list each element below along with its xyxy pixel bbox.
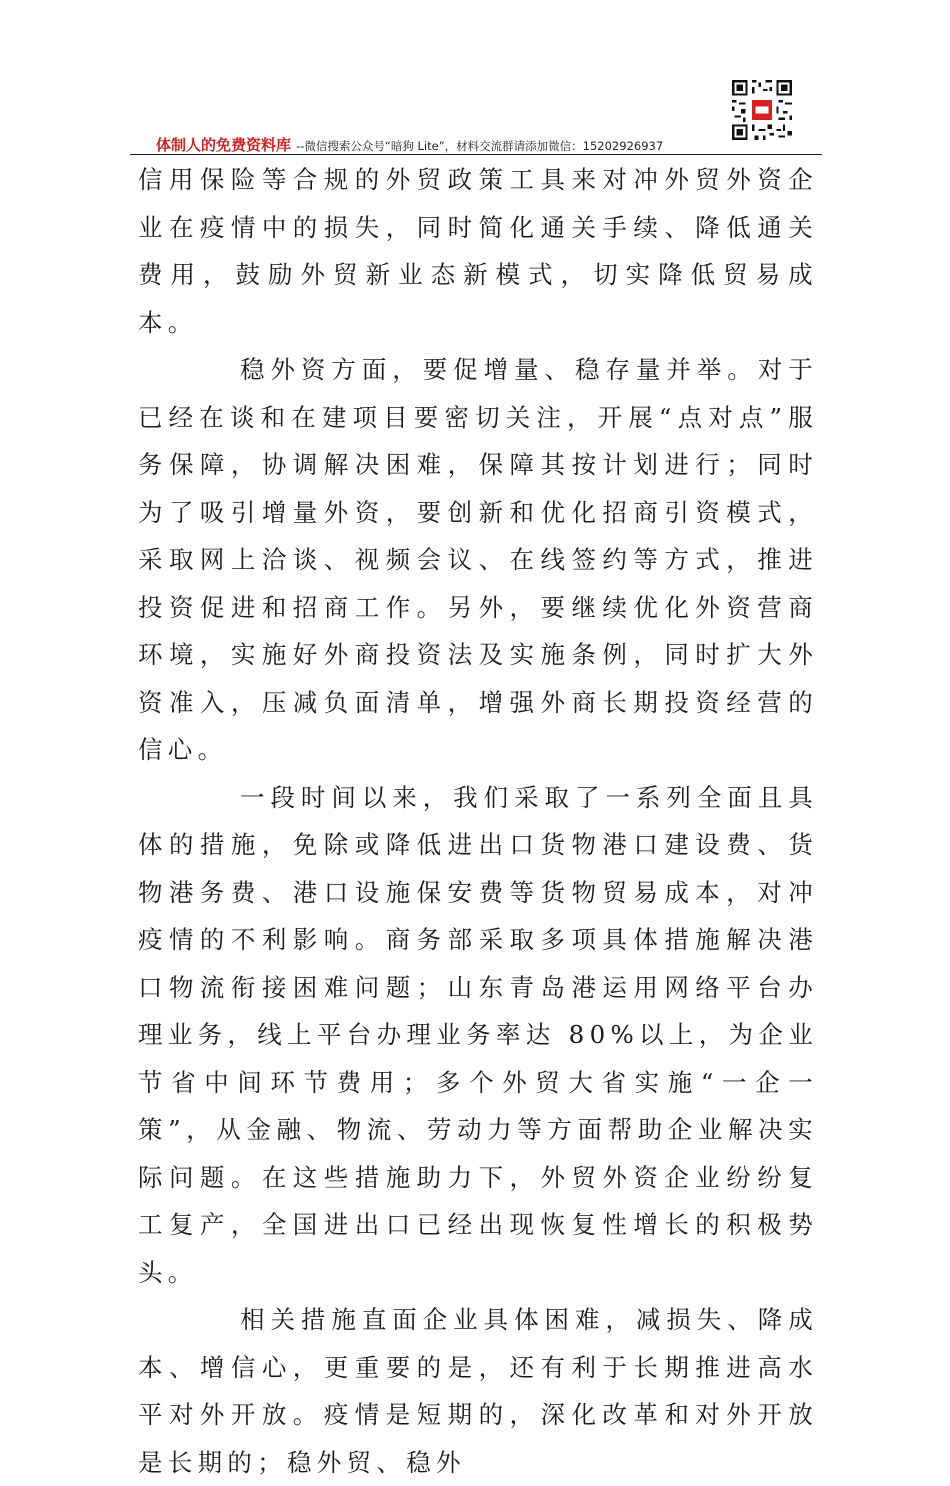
header-divider (130, 154, 822, 155)
document-body (138, 156, 818, 1486)
page-header (130, 72, 822, 156)
paragraph: 相关措施直面企业具体困难，减损失、降成本、增信心，更重要的是，还有利于长期推进高水平对外开放。疫情是短期的，深化改革和对外开放是长期的；稳外贸、稳外 (138, 1305, 818, 1477)
brand-name: 体制人的免费资料库 (156, 136, 292, 154)
header-text (156, 134, 663, 155)
paragraph: 信用保险等合规的外贸政策工具来对冲外贸外资企业在疫情中的损失，同时简化通关手续、降低通关费用，鼓励外贸新业态新模式，切实降低贸易成本。 (138, 165, 818, 337)
qr-code-icon (730, 78, 794, 142)
paragraph: 稳外资方面，要促增量、稳存量并举。对于已经在谈和在建项目要密切关注，开展“点对点”服务保障，协调解决困难，保障其按计划进行；同时为了吸引增量外资，要创新和优化招商引资模式，采取网上洽谈、视频会议、在线签约等方式，推进投资促进和招商工作。另外，要继续优化外资营商环境，实施好外商投资法及实施条例，同时扩大外资准入，压减负面清单，增强外商长期投资经营的信心。 (138, 355, 818, 764)
paragraph: 一段时间以来，我们采取了一系列全面且具体的措施，免除或降低进出口货物港口建设费、货物港务费、港口设施保安费等货物贸易成本，对冲疫情的不利影响。商务部采取多项具体措施解决港口物流衔接困难问题；山东青岛港运用网络平台办理业务，线上平台办理业务率达 80%以上，为企业节省中间环节费用；多个外贸大省实施“一企一策”，从金融、物流、劳动力等方面帮助企业解决实际问题。在这些措施助力下，外贸外资企业纷纷复工复产，全国进出口已经出现恢复性增长的积极势头。 (138, 782, 818, 1287)
header-note: --微信搜索公众号“暗狗 Lite”，材料交流群请添加微信：15202926937 (296, 139, 664, 153)
